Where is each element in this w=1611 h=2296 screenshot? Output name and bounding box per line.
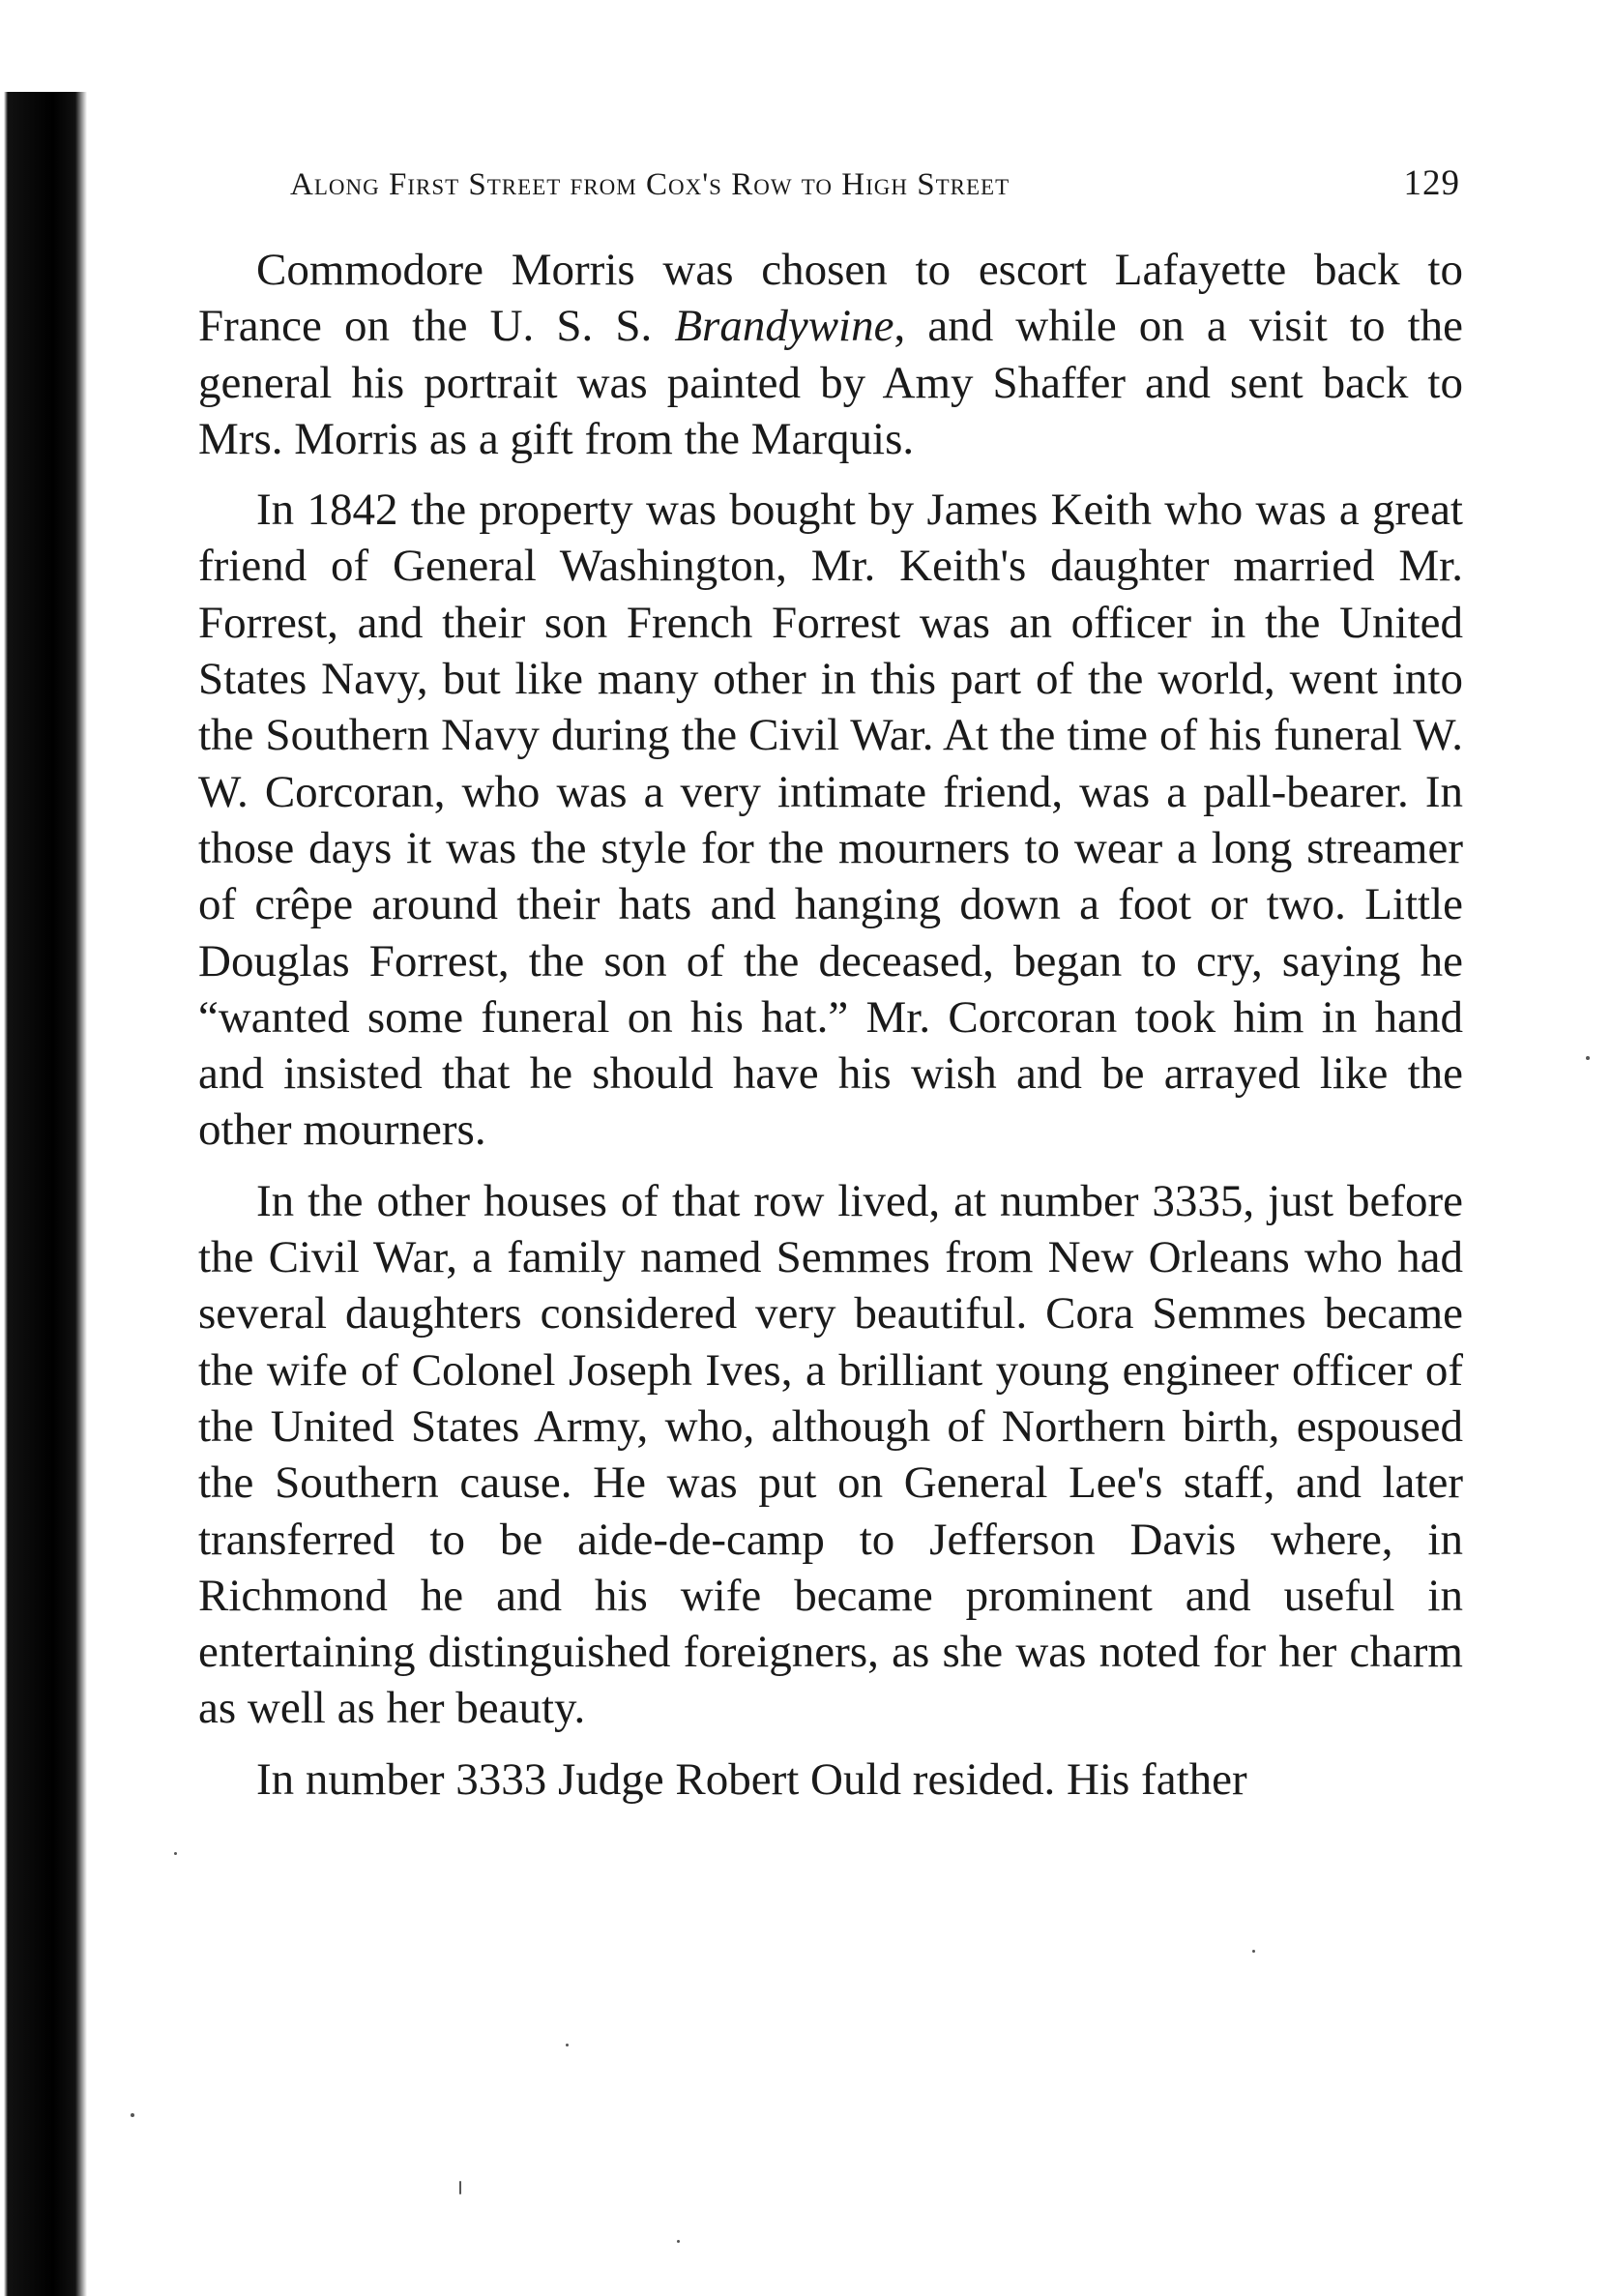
- body-text: [198, 242, 1463, 1808]
- paragraph-ould: In number 3333 Judge Robert Ould resided. His father: [256, 1753, 1247, 1805]
- binding-shadow: [0, 92, 87, 2296]
- running-header: [290, 162, 1460, 204]
- running-title: Along First Street from Cox's Row to High Street: [290, 167, 1011, 202]
- page-number: 129: [1403, 163, 1460, 203]
- paragraph-keith: In 1842 the property was bought by James Keith who was a great friend of General Washington, Mr. Keith's daughter married Mr. Forrest, and their son French Forrest was an officer in the United States Navy, but like many other in this part of the world, went into the Southern Navy during the Civil War. At the time of his funeral W. W. Corcoran, who was a very intimate friend, was a pall-bearer. In those days it was the style for the mourners to wear a long streamer of crêpe around their hats and hanging down a foot or two. Little Douglas Forrest, the son of the deceased, began to cry, saying he “wanted some funeral on his hat.” Mr. Corcoran took him in hand and insisted that he should have his wish and be arrayed like the other mourners.: [198, 485, 1463, 1156]
- paragraph-morris: Commodore Morris was chosen to escort Lafayette back to France on the U. S. S. Brandywine, and while on a visit to the general his portrait was painted by Amy Shaffer and sent back to Mrs. Morris as a gift from the Marquis.: [198, 245, 1463, 464]
- paragraph-semmes: In the other houses of that row lived, at number 3335, just before the Civil War, a family named Semmes from New Orleans who had several daughters considered very beautiful. Cora Semmes became the wife of Colonel Joseph Ives, a brilliant young engineer officer of the United States Army, who, although of Northern birth, espoused the Southern cause. He was put on General Lee's staff, and later transferred to be aide-de-camp to Jefferson Davis where, in Richmond he and his wife became prominent and useful in entertaining distinguished foreigners, as she was noted for her charm as well as her beauty.: [198, 1175, 1463, 1734]
- ship-name: Brandywine: [674, 301, 894, 352]
